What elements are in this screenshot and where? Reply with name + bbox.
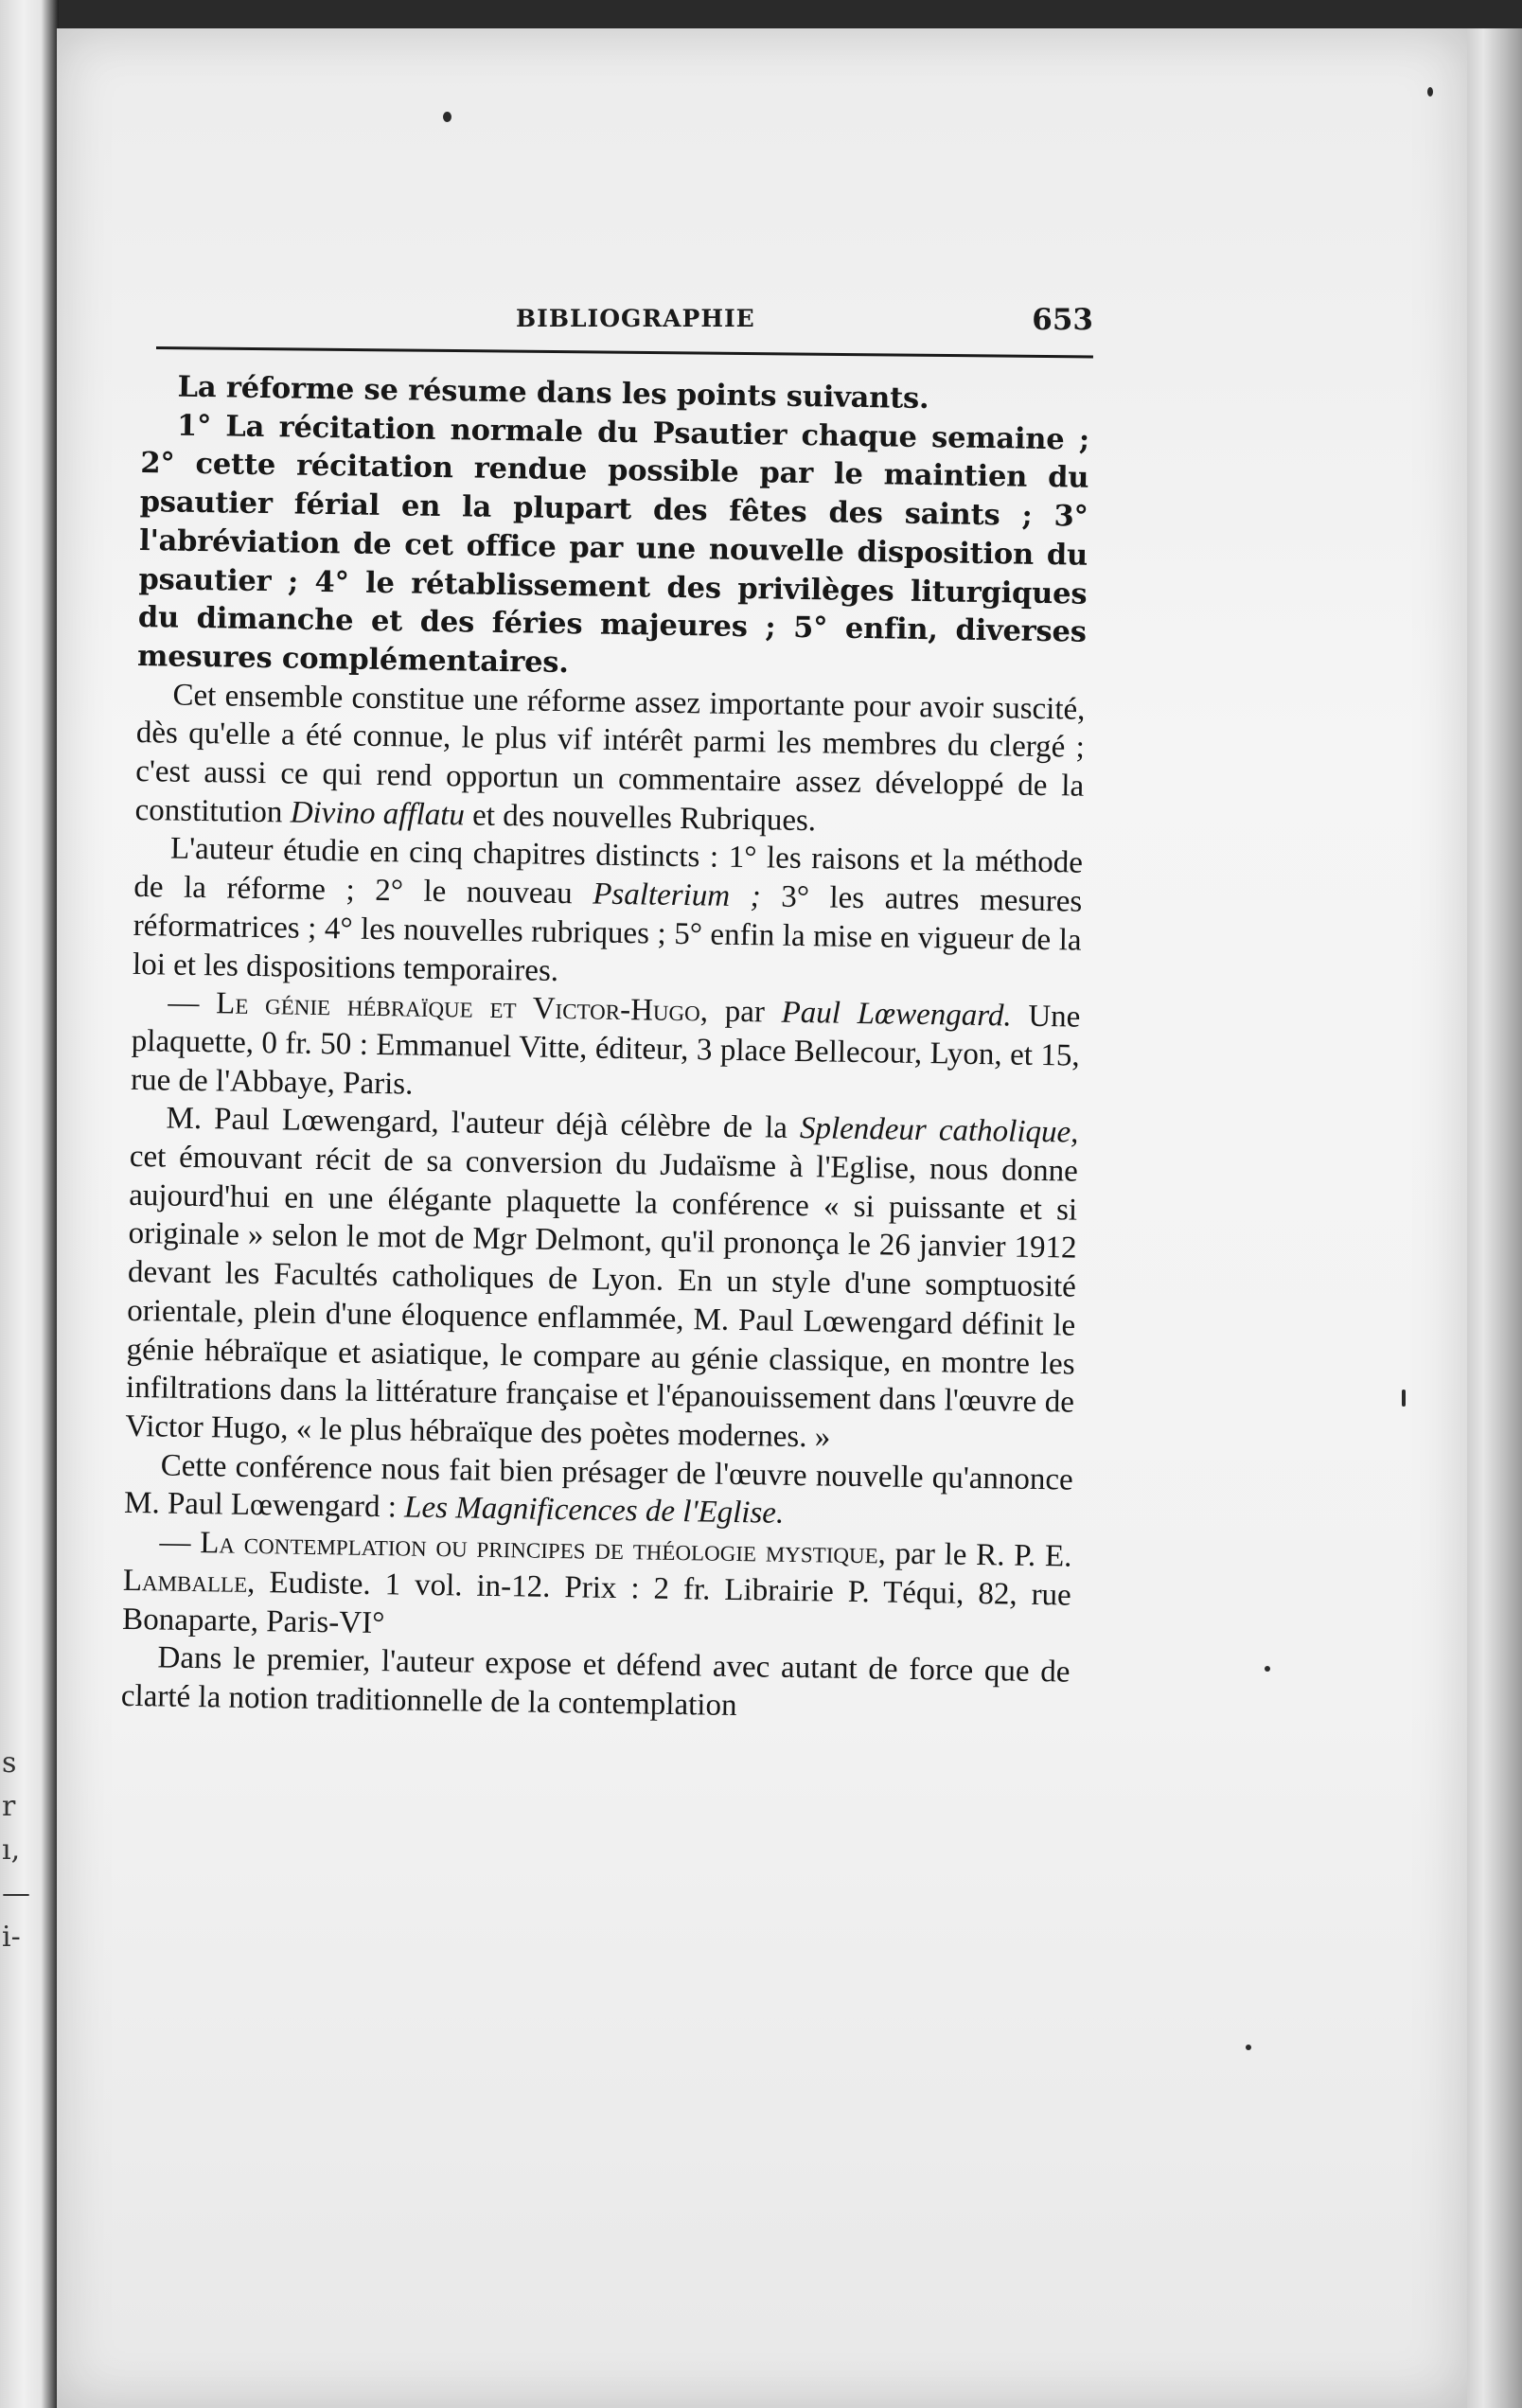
header-rule <box>156 346 1093 359</box>
review-entry-heading <box>131 983 1081 1114</box>
dust-speck <box>1265 1666 1270 1672</box>
italic-title: Splendeur catholique, <box>799 1111 1079 1150</box>
page-body <box>121 367 1090 1730</box>
paragraph <box>124 1446 1073 1538</box>
paragraph: La réforme se résume dans les points suivants. <box>177 369 929 416</box>
text-run: — <box>159 1525 201 1561</box>
italic-title: Les Magnificences de l'Eglise. <box>403 1490 785 1532</box>
text-run: Une plaquette, 0 fr. 50 : Emmanuel Vitte, éditeur, 3 place Bellecour, Lyon, et 15, rue de l'Abbaye, Paris. <box>130 999 1081 1102</box>
review-entry-heading <box>122 1523 1072 1654</box>
fragment: s <box>2 1746 17 1779</box>
book-title: Le génie hébraïque et Victor-Hugo, <box>215 986 709 1029</box>
italic-title: Divino afflatu <box>290 795 466 833</box>
fragment: — <box>2 1877 30 1910</box>
page-number: 653 <box>1032 303 1093 337</box>
dust-speck <box>1246 2045 1251 2050</box>
italic-title: Psalterium ; <box>592 876 761 914</box>
dust-speck <box>1402 1390 1406 1407</box>
text-run: 3° les autres mesures réformatrices ; 4° les nouvelles rubriques ; 5° enfin la mise en vigueur de la loi et les dispositions temporaires. <box>132 879 1083 988</box>
previous-page-fragments <box>2 1742 30 1959</box>
text-run: — <box>168 985 217 1021</box>
book-title: La contemplation ou principes de théologie mystique, <box>200 1526 887 1571</box>
paragraph <box>134 676 1085 845</box>
fragment: ı, <box>2 1833 21 1867</box>
text-run: et des nouvelles Rubriques. <box>464 798 817 838</box>
paragraph <box>125 1099 1079 1461</box>
fragment: i- <box>2 1921 21 1954</box>
text-run: Eudiste. 1 vol. in-12. Prix : 2 fr. Librairie P. Téqui, 82, rue Bonaparte, Paris-VI° <box>121 1565 1072 1640</box>
page-header <box>156 301 1093 360</box>
page-stack-edge <box>1467 28 1522 2408</box>
paragraph: Dans le premier, l'auteur expose et défend avec autant de force que de clarté la notion traditionnelle de la contemplation <box>120 1640 1071 1723</box>
paragraph: 1° La récitation normale du Psautier chaque semaine ; 2° cette récitation rendue possible par le maintien du psautier férial en la plupart des fêtes des saints ; 3° l'abréviation de cet office par une nouvelle disposition du psautier ; 4° le rétablissement des privilèges liturgiques du dimanche et des féries majeures ; 5° enfin, diverses mesures complémentaires. <box>136 408 1090 681</box>
text-run: Cette conférence nous fait bien présager de l'œuvre nouvelle qu'annonce M. Paul Lœwengard : <box>123 1448 1073 1525</box>
fragment: r <box>2 1790 16 1823</box>
text-run: M. Paul Lœwengard, l'auteur déjà célèbre de la <box>166 1101 801 1146</box>
running-title: BIBLIOGRAPHIE <box>516 305 755 332</box>
dust-speck <box>1427 87 1433 97</box>
text-run: par <box>707 994 782 1030</box>
previous-page-edge <box>0 0 59 2408</box>
text-run: par le R. P. E. <box>885 1536 1072 1574</box>
author-name: Lamballe, <box>122 1563 256 1600</box>
text-run: L'auteur étudie en cinq chapitres distincts : 1° les raisons et la méthode de la réforme ; 2° le nouveau <box>133 831 1084 912</box>
text-run: Cet ensemble constitue une réforme assez importante pour avoir suscité, dès qu'elle a été connue, le plus vif intérêt parmi les membres du clergé ; c'est aussi ce qui rend opportun un commentaire assez développé de la constitution <box>134 678 1086 830</box>
dust-speck <box>443 112 451 122</box>
text-run: cet émouvant récit de sa conversion du Judaïsme à l'Eglise, nous donne aujourd'hui en une élégante plaquette la conférence « si puissante et si originale » selon le mot de Mgr Delmont, qu'il prononça le 26 janvier 1912 devant les Facultés catholiques de Lyon. En un style d'une somptuosité orientale, plein d'une éloquence enflammée, M. Paul Lœwengard définit le génie hébraïque et asiatique, le compare au génie classique, en montre les infiltrations dans la littérature française et l'épanouissement dans l'œuvre de Victor Hugo, « le plus hébraïque des poètes modernes. » <box>125 1139 1079 1455</box>
author-name: Paul Lœwengard. <box>781 995 1012 1034</box>
paragraph <box>133 829 1083 999</box>
